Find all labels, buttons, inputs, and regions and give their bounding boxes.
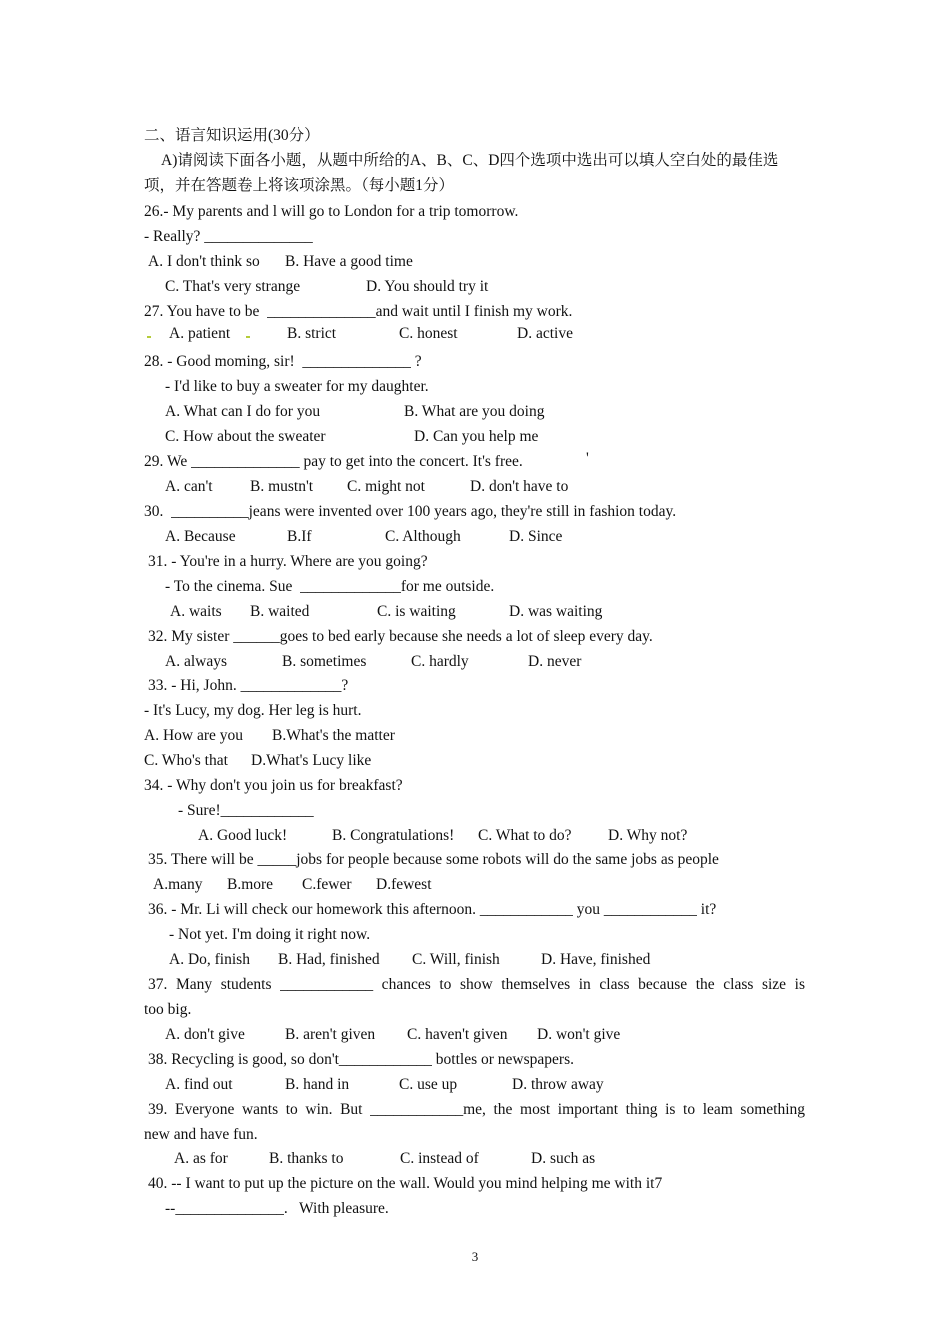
- question-31-stem: 31. - You're in a hurry. Where are you going?: [148, 553, 428, 570]
- question-34-reply: - Sure!____________: [178, 802, 314, 819]
- question-30-stem: 30. __________jeans were invented over 100 years ago, they're still in fashion today.: [144, 503, 677, 520]
- question-34-stem: 34. - Why don't you join us for breakfast?: [144, 777, 403, 794]
- question-36-reply: - Not yet. I'm doing it right now.: [169, 926, 371, 943]
- question-39-stem: 39. Everyone wants to win. But ____________me, the most important thing is to leam something: [148, 1101, 805, 1118]
- question-27-option-d: D. active: [517, 325, 573, 342]
- question-33-option-d: D.What's Lucy like: [251, 752, 372, 769]
- question-38-option-c: C. use up: [399, 1076, 458, 1093]
- question-37-stem-cont: too big.: [144, 1001, 192, 1018]
- question-26-stem: 26.- My parents and l will go to London for a trip tomorrow.: [144, 203, 519, 220]
- question-32-stem: 32. My sister ______goes to bed early because she needs a lot of sleep every day.: [148, 628, 653, 645]
- question-33-option-c: C. Who's that: [144, 752, 228, 769]
- question-39-stem-cont: new and have fun.: [144, 1126, 258, 1143]
- stray-mark: ': [586, 450, 589, 467]
- question-38-option-b: B. hand in: [285, 1076, 350, 1093]
- question-35-option-d: D.fewest: [376, 876, 432, 893]
- question-31-option-d: D. was waiting: [509, 603, 603, 620]
- question-29-option-b: B. mustn't: [250, 478, 314, 495]
- question-38-option-d: D. throw away: [512, 1076, 604, 1093]
- question-33-reply: - It's Lucy, my dog. Her leg is hurt.: [144, 702, 362, 719]
- question-35-option-a: A.many: [153, 876, 203, 893]
- highlight-mark: [246, 336, 250, 338]
- question-39-option-d: D. such as: [531, 1150, 596, 1167]
- question-27-option-a: A. patient: [169, 325, 231, 342]
- question-26-option-c: C. That's very strange: [165, 278, 301, 295]
- question-36-option-a: A. Do, finish: [169, 951, 250, 968]
- question-28-option-d: D. Can you help me: [414, 428, 539, 445]
- question-39-option-a: A. as for: [174, 1150, 228, 1167]
- question-37-option-c: C. haven't given: [407, 1026, 508, 1043]
- question-37-option-b: B. aren't given: [285, 1026, 376, 1043]
- question-32-option-d: D. never: [528, 653, 582, 670]
- question-30-option-d: D. Since: [509, 528, 563, 545]
- question-35-option-c: C.fewer: [302, 876, 352, 893]
- question-31-option-b: B. waited: [250, 603, 310, 620]
- question-30-option-b: B.If: [287, 528, 312, 545]
- question-28-option-a: A. What can I do for you: [165, 403, 321, 420]
- question-36-option-b: B. Had, finished: [278, 951, 380, 968]
- question-40-reply: --______________. With pleasure.: [165, 1200, 389, 1217]
- question-27-option-c: C. honest: [399, 325, 458, 342]
- question-34-option-b: B. Congratulations!: [332, 827, 455, 844]
- question-37-stem: 37. Many students ____________ chances to show themselves in class because the class size is: [148, 976, 805, 993]
- question-37-option-d: D. won't give: [537, 1026, 621, 1043]
- question-34-option-a: A. Good luck!: [198, 827, 288, 844]
- question-39-option-c: C. instead of: [400, 1150, 479, 1167]
- instruction-line-2: 项，并在答题卷上将该项涂黑。（每小题1分）: [144, 177, 455, 194]
- question-26-option-a: A. I don't think so: [148, 253, 260, 270]
- question-28-option-b: B. What are you doing: [404, 403, 545, 420]
- question-34-option-d: D. Why not?: [608, 827, 688, 844]
- question-28-reply: - I'd like to buy a sweater for my daughter.: [165, 378, 429, 395]
- question-32-option-c: C. hardly: [411, 653, 469, 670]
- question-31-option-c: C. is waiting: [377, 603, 456, 620]
- question-27-stem: 27. You have to be ______________and wait until I finish my work.: [144, 303, 573, 320]
- instruction-line-1: A)请阅读下面各小题，从题中所给的A、B、C、D四个选项中选出可以填人空白处的最佳选: [161, 152, 779, 169]
- question-33-option-b: B.What's the matter: [272, 727, 395, 744]
- question-31-reply: - To the cinema. Sue _____________for me outside.: [165, 578, 495, 595]
- question-38-option-a: A. find out: [165, 1076, 233, 1093]
- question-37-option-a: A. don't give: [165, 1026, 245, 1043]
- question-28-stem: 28. - Good moming, sir! ______________ ?: [144, 353, 422, 370]
- question-26-option-b: B. Have a good time: [285, 253, 413, 270]
- question-29-option-c: C. might not: [347, 478, 425, 495]
- question-29-option-d: D. don't have to: [470, 478, 569, 495]
- question-32-option-b: B. sometimes: [282, 653, 367, 670]
- question-36-stem: 36. - Mr. Li will check our homework this afternoon. ____________ you ____________ it?: [148, 901, 717, 918]
- question-40-stem: 40. -- I want to put up the picture on the wall. Would you mind helping me with it7: [148, 1175, 663, 1192]
- question-36-option-d: D. Have, finished: [541, 951, 651, 968]
- page-number: 3: [471, 1249, 479, 1264]
- question-33-option-a: A. How are you: [144, 727, 244, 744]
- question-29-stem: 29. We ______________ pay to get into the concert. It's free.: [144, 453, 523, 470]
- question-27-option-b: B. strict: [287, 325, 337, 342]
- question-29-option-a: A. can't: [165, 478, 213, 495]
- question-35-option-b: B.more: [227, 876, 274, 893]
- highlight-mark: [147, 336, 151, 338]
- question-28-option-c: C. How about the sweater: [165, 428, 326, 445]
- question-38-stem: 38. Recycling is good, so don't____________ bottles or newspapers.: [148, 1051, 574, 1068]
- question-32-option-a: A. always: [165, 653, 227, 670]
- question-30-option-a: A. Because: [165, 528, 236, 545]
- question-26-option-d: D. You should try it: [366, 278, 489, 295]
- question-34-option-c: C. What to do?: [478, 827, 572, 844]
- question-26-reply: - Really? ______________: [144, 228, 313, 245]
- question-39-option-b: B. thanks to: [269, 1150, 344, 1167]
- question-30-option-c: C. Although: [385, 528, 461, 545]
- section-title: 二、语言知识运用(30分）: [144, 127, 320, 144]
- question-31-option-a: A. waits: [170, 603, 222, 620]
- question-35-stem: 35. There will be _____jobs for people because some robots will do the same jobs as people: [148, 851, 719, 868]
- question-33-stem: 33. - Hi, John. _____________?: [148, 677, 349, 694]
- question-36-option-c: C. Will, finish: [412, 951, 500, 968]
